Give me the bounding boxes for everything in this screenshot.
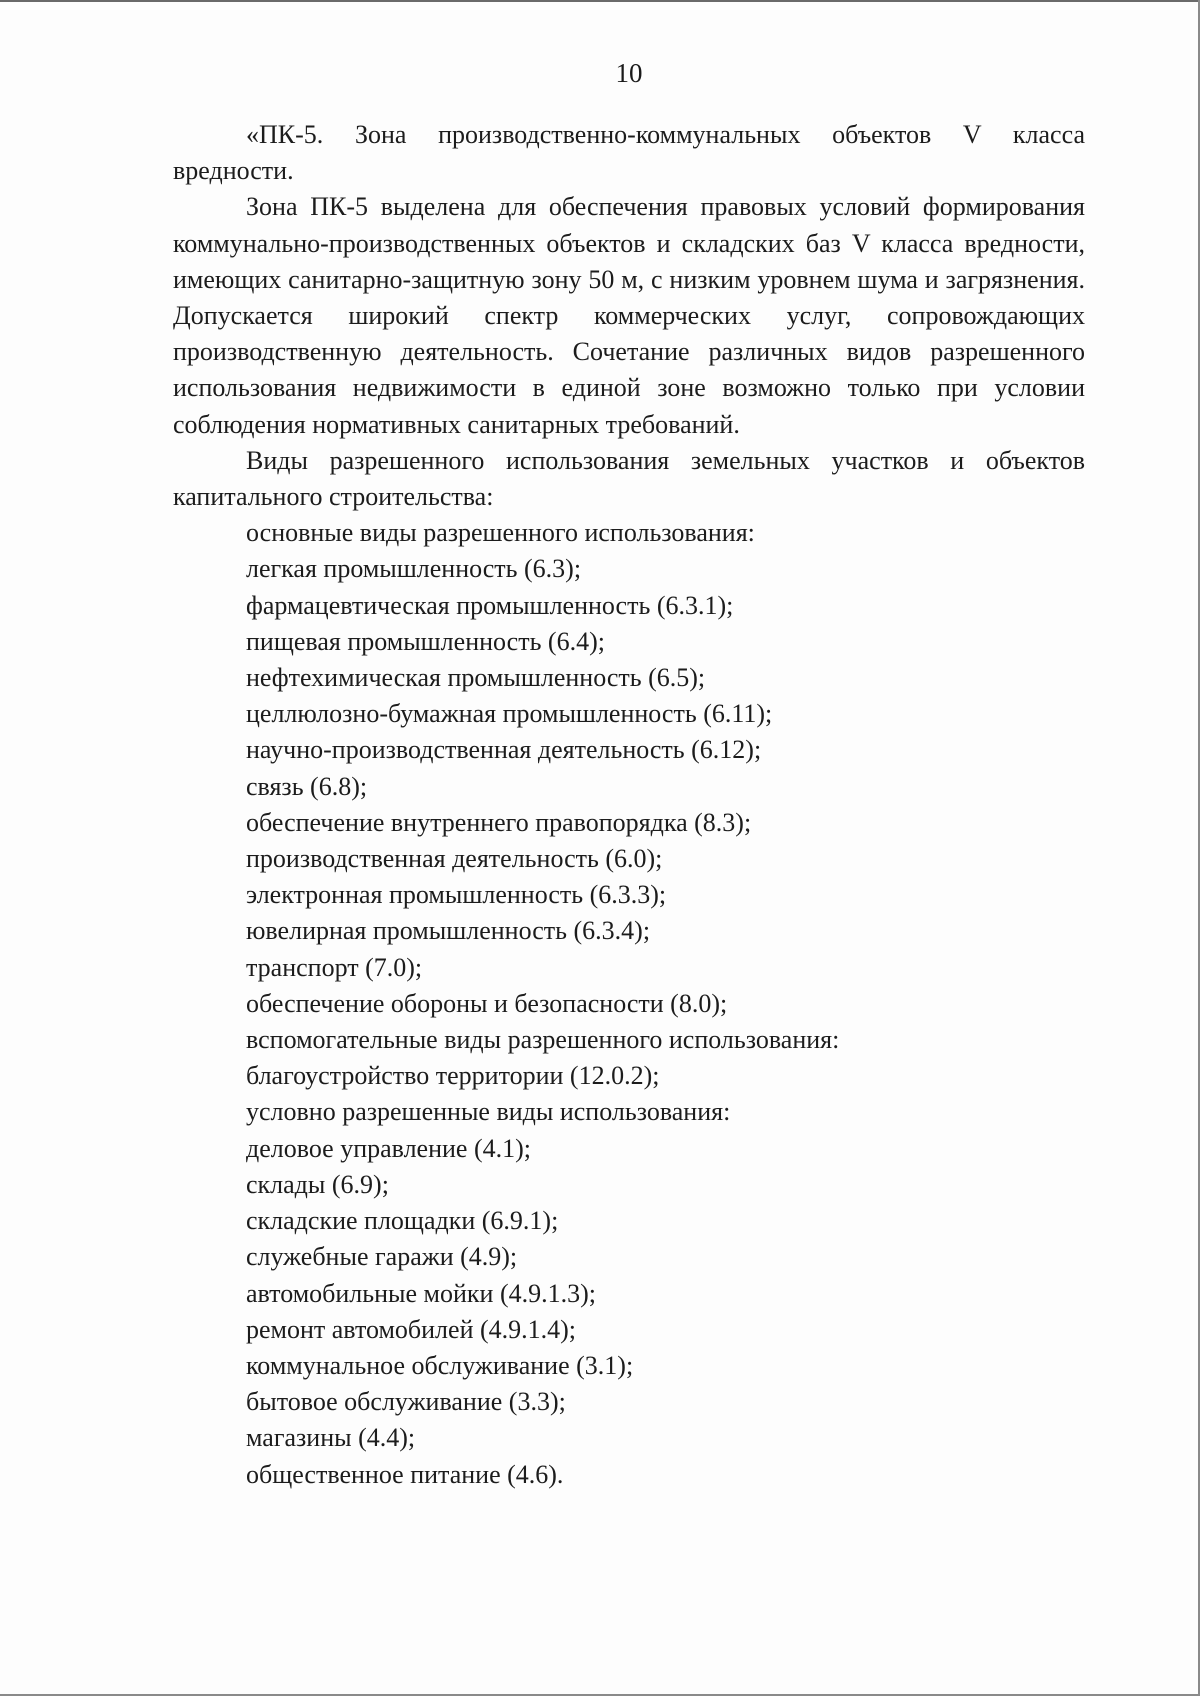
list-item: бытовое обслуживание (3.3); [246,1387,566,1417]
list-item: автомобильные мойки (4.9.1.3); [246,1278,596,1308]
list-item: ремонт автомобилей (4.9.1.4); [246,1314,577,1344]
list-item: целлюлозно-бумажная промышленность (6.11); [246,699,773,729]
list-item: обеспечение внутреннего правопорядка (8.3); [246,807,752,837]
list-item: нефтехимическая промышленность (6.5); [246,663,706,693]
list-item: благоустройство территории (12.0.2); [246,1061,660,1091]
list-item: обеспечение обороны и безопасности (8.0); [246,988,728,1018]
list-item: производственная деятельность (6.0); [246,844,663,874]
list-item: вспомогательные виды разрешенного использования: [246,1025,840,1055]
scan-edge-top [0,0,1200,2]
list-item: связь (6.8); [246,771,368,801]
list-item: складские площадки (6.9.1); [246,1206,559,1236]
list-item: общественное питание (4.6). [246,1459,564,1489]
list-item: основные виды разрешенного использования: [246,518,755,548]
zone-heading: «ПК-5. Зона производственно-коммунальных объектов V класса вредности. [173,120,1085,186]
zone-description: Зона ПК-5 выделена для обеспечения правовых условий формирования коммунально-производственных объектов и складских баз V класса вредности, имеющих санитарно-защитную зону 50 м, с низким уровнем шума и загрязнения. Допускается широкий спектр коммерческих услуг, сопровождающих производственную деятельность. Сочетание различных видов разрешенного использования недвижимости в единой зоне возможно только при условии соблюдения нормативных санитарных требований. [173,192,1085,439]
page-number: 10 [615,58,643,88]
list-item: деловое управление (4.1); [246,1133,532,1163]
list-item: транспорт (7.0); [246,952,423,982]
permitted-uses-list [173,515,1085,1492]
list-item: коммунальное обслуживание (3.1); [246,1350,634,1380]
list-item: служебные гаражи (4.9); [246,1242,518,1272]
list-item: электронная промышленность (6.3.3); [246,880,667,910]
list-item: научно-производственная деятельность (6.12); [246,735,762,765]
list-item: склады (6.9); [246,1169,389,1199]
list-item: легкая промышленность (6.3); [246,554,582,584]
document-body [173,117,1085,1493]
permitted-uses-intro: Виды разрешенного использования земельных участков и объектов капитального строительства: [173,445,1085,512]
list-item: условно разрешенные виды использования: [246,1097,731,1127]
list-item: фармацевтическая промышленность (6.3.1); [246,590,734,620]
list-item: магазины (4.4); [246,1423,416,1453]
list-item: пищевая промышленность (6.4); [246,626,605,656]
list-item: ювелирная промышленность (6.3.4); [246,916,651,946]
